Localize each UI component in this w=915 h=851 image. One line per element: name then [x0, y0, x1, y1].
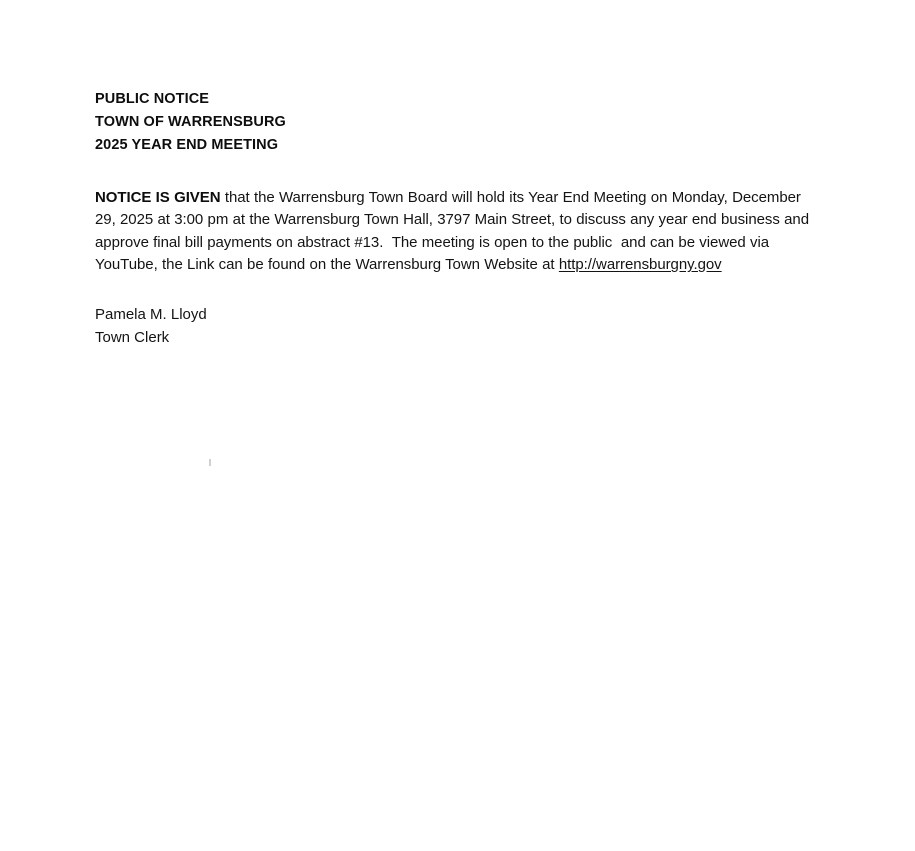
- notice-paragraph: [95, 187, 813, 277]
- heading-line-year-end-meeting: 2025 YEAR END MEETING: [95, 137, 279, 153]
- heading-line-public-notice: PUBLIC NOTICE: [95, 91, 210, 107]
- notice-body-text: that the Warrensburg Town Board will hold its Year End Meeting on Monday, December 29, 2025 at 3:00 pm at the Warrensburg Town Hall, 3797 Main Street, to discuss any year end business and approve final bill payments on abstract #13. The meeting is open to the public and can be viewed via YouTube, the Link can be found on the Warrensburg Town Website at: [95, 189, 814, 274]
- notice-lead-bold: NOTICE IS GIVEN: [95, 189, 221, 206]
- notice-heading-block: [95, 88, 813, 157]
- signature-name: Pamela M. Lloyd: [95, 305, 207, 323]
- document-body: [95, 88, 813, 349]
- scan-artifact-speck: [209, 459, 211, 466]
- signature-block: [95, 303, 813, 349]
- signature-title: Town Clerk: [95, 328, 170, 346]
- town-website-link[interactable]: http://warrensburgny.gov: [558, 256, 722, 274]
- heading-line-town-of-warrensburg: TOWN OF WARRENSBURG: [95, 114, 286, 130]
